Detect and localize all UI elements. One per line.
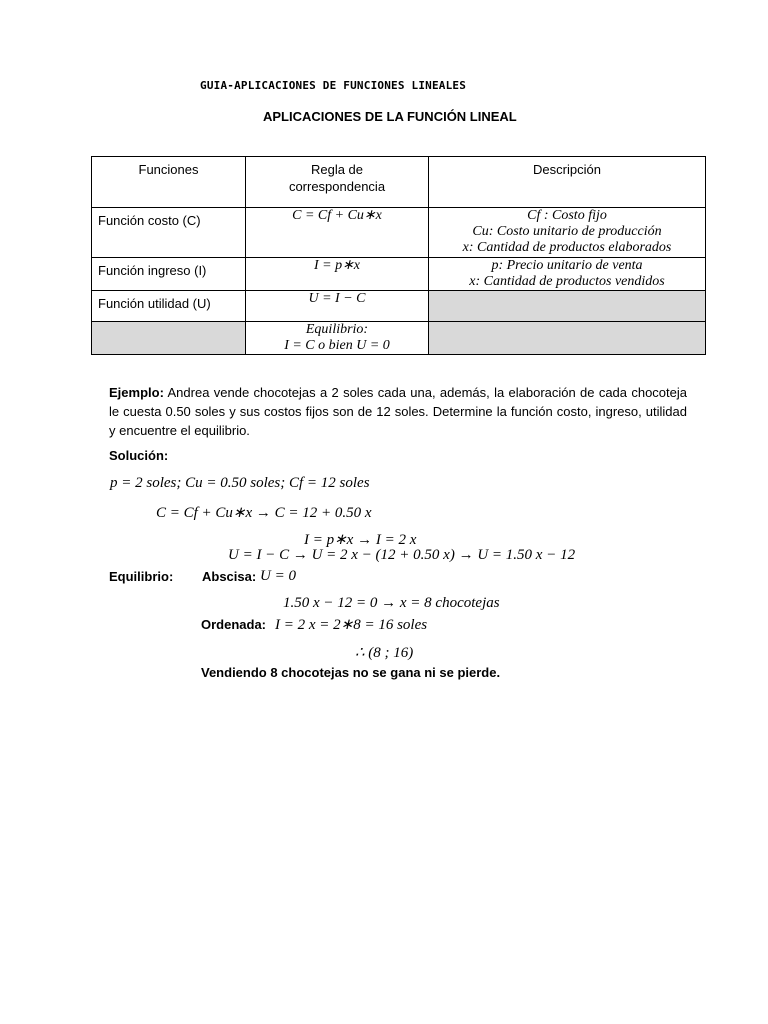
function-name: Función ingreso (I)	[92, 258, 246, 291]
function-name: Función costo (C)	[92, 208, 246, 258]
table-row	[92, 258, 706, 291]
guide-title: GUIA-APLICACIONES DE FUNCIONES LINEALES	[200, 79, 467, 92]
empty-cell	[429, 291, 706, 322]
functions-table	[91, 156, 706, 355]
equilibrium-rule: Equilibrio: I = C o bien U = 0	[246, 322, 429, 355]
example-paragraph: Ejemplo: Andrea vende chocotejas a 2 soles cada una, además, la elaboración de cada chocoteja le cuesta 0.50 soles y sus costos fijos son de 12 soles. Determine la función costo, ingreso, utilidad y encuentre el equilibrio.	[109, 385, 687, 438]
function-rule: C = Cf + Cu∗x	[246, 208, 429, 258]
function-rule: U = I − C	[246, 291, 429, 322]
abscissa-equation: U = 0	[260, 568, 296, 584]
header-rule: Regla de correspondencia	[246, 157, 429, 208]
empty-cell	[92, 322, 246, 355]
cost-equation: C = Cf + Cu∗x → C = 12 + 0.50 x	[156, 505, 372, 521]
abscissa-solution: 1.50 x − 12 = 0 → x = 8 chocotejas	[283, 595, 500, 611]
abscissa-label: Abscisa:	[202, 569, 257, 584]
table-header-row	[92, 157, 706, 208]
ordinate-label: Ordenada:	[201, 617, 267, 632]
function-description: p: Precio unitario de venta x: Cantidad de productos vendidos	[429, 258, 706, 291]
table-row	[92, 291, 706, 322]
equilibrium-point: ∴ (8 ; 16)	[355, 645, 414, 661]
table-row	[92, 208, 706, 258]
empty-cell	[429, 322, 706, 355]
function-name: Función utilidad (U)	[92, 291, 246, 322]
solution-label: Solución:	[109, 448, 169, 463]
given-values: p = 2 soles; Cu = 0.50 soles; Cf = 12 soles	[110, 475, 370, 491]
header-description: Descripción	[429, 157, 706, 208]
table-row	[92, 322, 706, 355]
function-description: Cf : Costo fijo Cu: Costo unitario de producción x: Cantidad de productos elaborados	[429, 208, 706, 258]
ordinate-equation: I = 2 x = 2∗8 = 16 soles	[275, 617, 428, 633]
income-equation: I = p∗x → I = 2 x	[304, 532, 417, 548]
equilibrium-label: Equilibrio:	[109, 569, 174, 584]
function-rule: I = p∗x	[246, 258, 429, 291]
utility-equation: U = I − C → U = 2 x − (12 + 0.50 x) → U = 1.50 x − 12	[228, 547, 576, 563]
header-functions: Funciones	[92, 157, 246, 208]
conclusion-text: Vendiendo 8 chocotejas no se gana ni se pierde.	[201, 665, 501, 680]
section-title: APLICACIONES DE LA FUNCIÓN LINEAL	[263, 109, 517, 124]
